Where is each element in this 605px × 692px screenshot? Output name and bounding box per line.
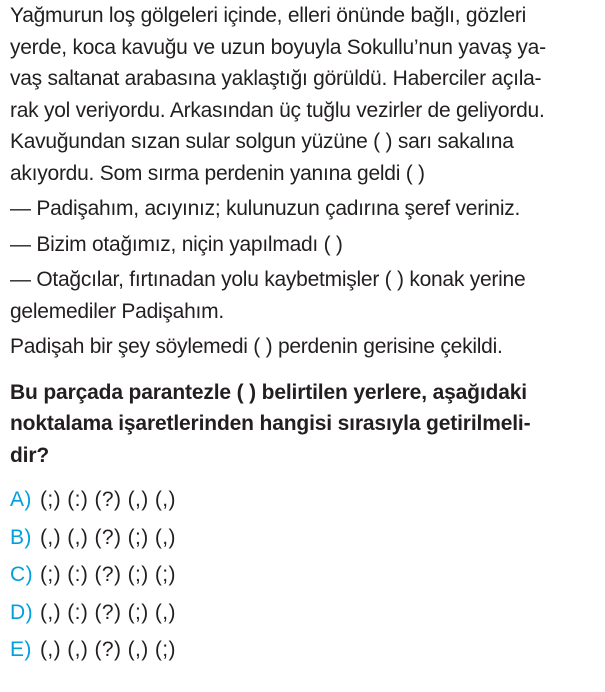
option-text: (;) (:) (?) (;) (;) bbox=[40, 563, 176, 586]
option-text: (,) (:) (?) (;) (,) bbox=[40, 600, 176, 624]
passage-line: Yağmurun loş gölgeleri içinde, elleri önünde bağlı, gözleri bbox=[10, 4, 527, 27]
option-letter: A) bbox=[10, 488, 32, 511]
passage-line: gelemediler Padişahım. bbox=[10, 299, 224, 323]
passage-line: — Bizim otağımız, niçin yapılmadı ( ) bbox=[10, 232, 343, 256]
option-letter: E) bbox=[10, 638, 32, 661]
option-c[interactable] bbox=[10, 556, 600, 594]
option-text: (,) (,) (?) (;) (,) bbox=[40, 525, 176, 549]
passage-paragraph-2 bbox=[10, 193, 600, 225]
passage-line: rak yol veriyordu. Arkasından üç tuğlu vezirler de geliyordu. bbox=[10, 98, 545, 122]
option-text: (;) (:) (?) (,) (,) bbox=[40, 488, 176, 511]
option-d[interactable] bbox=[10, 594, 600, 632]
passage-line: vaş saltanat arabasına yaklaştığı görüldü. Haberciler açıla- bbox=[10, 67, 542, 90]
option-b[interactable] bbox=[10, 519, 600, 557]
passage-line: yerde, koca kavuğu ve uzun boyuyla Sokullu’nun yavaş ya- bbox=[10, 35, 546, 59]
question-page bbox=[10, 0, 600, 669]
option-letter: C) bbox=[10, 563, 33, 586]
option-a[interactable] bbox=[10, 481, 600, 519]
passage-paragraph-5 bbox=[10, 331, 600, 363]
passage-paragraph-4 bbox=[10, 264, 600, 327]
passage-line: Kavuğundan sızan sular solgun yüzüne ( ) sarı sakalına bbox=[10, 130, 514, 153]
passage-line: Padişah bir şey söylemedi ( ) perdenin gerisine çekildi. bbox=[10, 335, 503, 358]
passage-line: akıyordu. Som sırma perdenin yanına geldi ( ) bbox=[10, 161, 425, 185]
option-letter: B) bbox=[10, 525, 32, 549]
option-text: (,) (,) (?) (,) (;) bbox=[40, 638, 176, 661]
question-line: Bu parçada parantezle ( ) belirtilen yerlere, aşağıdaki bbox=[10, 380, 527, 404]
passage-line: — Padişahım, acıyınız; kulunuzun çadırına şeref veriniz. bbox=[10, 197, 521, 220]
passage-paragraph-3 bbox=[10, 229, 600, 261]
passage bbox=[10, 0, 600, 363]
option-e[interactable] bbox=[10, 631, 600, 669]
passage-paragraph-1 bbox=[10, 0, 600, 189]
question-line: noktalama işaretlerinden hangisi sırasıyla getirilmeli- bbox=[10, 412, 531, 435]
passage-line: — Otağcılar, fırtınadan yolu kaybetmişler ( ) konak yerine bbox=[10, 268, 526, 291]
question-stem bbox=[10, 377, 600, 472]
question-line: dir? bbox=[10, 443, 50, 467]
option-letter: D) bbox=[10, 600, 33, 624]
answer-options bbox=[10, 481, 600, 669]
